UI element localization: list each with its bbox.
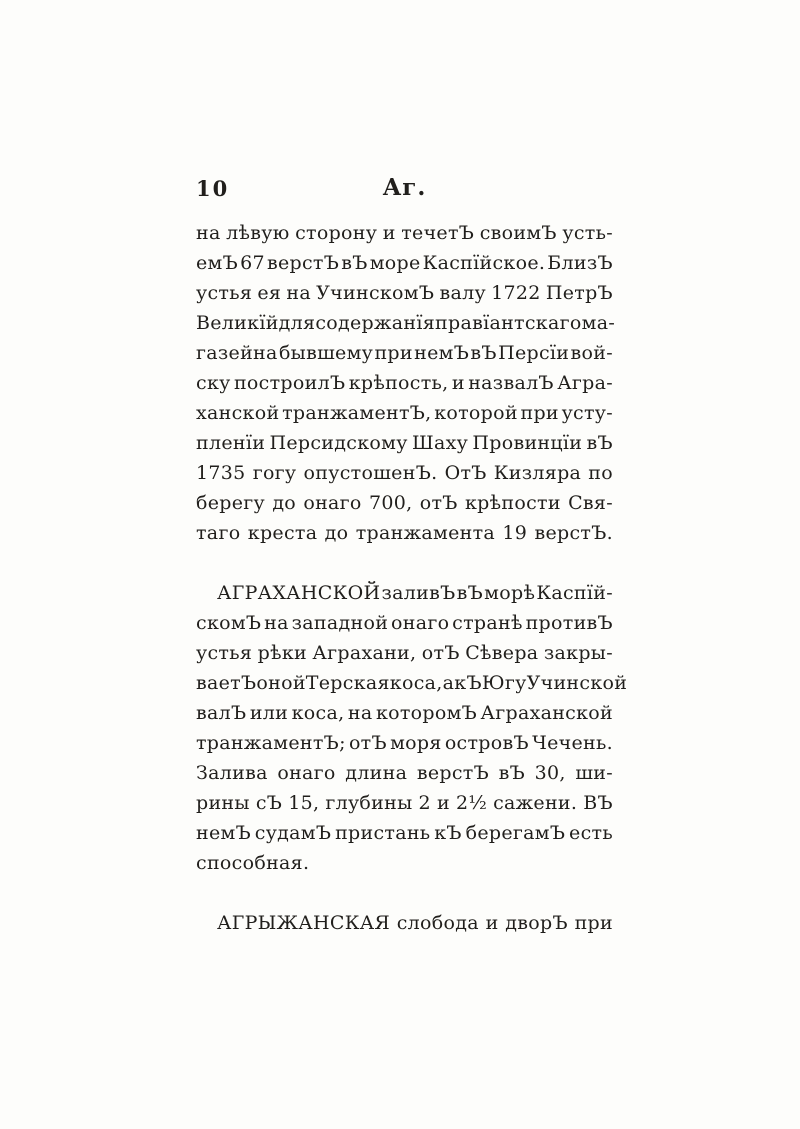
word: 2 xyxy=(418,792,431,814)
text-line xyxy=(196,218,613,248)
word: или xyxy=(249,702,289,724)
word: по xyxy=(588,462,613,484)
word: до xyxy=(272,492,297,514)
text-line xyxy=(196,758,613,788)
word: устья xyxy=(196,642,253,664)
word: Свя- xyxy=(568,492,613,514)
word: заливЪ xyxy=(381,582,456,604)
word: и xyxy=(382,222,396,244)
word: емЪ xyxy=(196,252,239,274)
word: вЪ xyxy=(470,342,497,364)
word: 67 xyxy=(240,252,265,274)
word: транжаментЪ, xyxy=(282,402,432,424)
word: пленїи xyxy=(196,432,266,454)
word: ОтЪ xyxy=(444,462,487,484)
word: немЪ xyxy=(196,822,251,844)
word: лѣвую xyxy=(226,222,290,244)
paragraph xyxy=(196,908,613,938)
word: АГРАХАНСКОЙ xyxy=(217,582,381,604)
word: берегамЪ xyxy=(465,822,566,844)
word: Кизляра xyxy=(493,462,582,484)
word: слобода xyxy=(396,912,479,934)
paragraph xyxy=(196,218,616,548)
word: рины xyxy=(196,792,250,814)
text-line xyxy=(196,578,613,608)
text-line xyxy=(196,638,613,668)
word: рѣки xyxy=(257,642,307,664)
word: ВЪ xyxy=(583,792,613,814)
word: немЪ xyxy=(414,342,470,364)
word: верстЪ xyxy=(266,252,340,274)
word: сЪ xyxy=(255,792,283,814)
word: транжаментЪ; xyxy=(196,732,346,754)
word: закры- xyxy=(543,642,613,664)
text-line xyxy=(196,668,628,698)
word: которой xyxy=(434,402,518,424)
word: на xyxy=(196,222,221,244)
word: кЪ xyxy=(454,672,482,694)
word: на xyxy=(347,702,373,724)
word: таго xyxy=(196,522,241,544)
text-line xyxy=(196,398,613,428)
word: которомЪ xyxy=(375,702,478,724)
word: транжамента xyxy=(355,522,496,544)
word: при xyxy=(574,912,613,934)
word: Учинской xyxy=(526,672,628,694)
word: длина xyxy=(345,762,408,784)
word: вой- xyxy=(570,342,613,364)
word: Провинцїи xyxy=(472,432,583,454)
text-line xyxy=(196,608,613,638)
word: Шаху xyxy=(411,432,469,454)
word: 19 xyxy=(502,522,528,544)
word: на xyxy=(264,612,289,634)
text-line xyxy=(196,368,613,398)
word: газейна xyxy=(196,342,278,364)
word: при xyxy=(520,402,559,424)
word: ши- xyxy=(575,762,613,784)
word: 1735 xyxy=(196,462,246,484)
word: Великїй xyxy=(196,312,279,334)
word: кЪ xyxy=(434,822,462,844)
text-line xyxy=(196,248,613,278)
word: коса, xyxy=(291,702,345,724)
word: онаго xyxy=(277,762,336,784)
text-line xyxy=(196,698,613,728)
word: 30, xyxy=(534,762,566,784)
text-line xyxy=(196,518,613,548)
word: и xyxy=(451,372,465,394)
word: 700, xyxy=(368,492,413,514)
word: судамЪ xyxy=(254,822,332,844)
word: валЪ xyxy=(196,702,247,724)
text-line xyxy=(196,848,613,878)
text-line xyxy=(196,818,613,848)
word: Залива xyxy=(196,762,268,784)
word: скомЪ xyxy=(196,612,262,634)
text-block xyxy=(196,218,628,938)
word: вЪ xyxy=(341,252,368,274)
word: опустошенЪ. xyxy=(303,462,438,484)
word: построилЪ xyxy=(233,372,346,394)
word: гогу xyxy=(252,462,297,484)
word: валу xyxy=(439,282,486,304)
word: для xyxy=(278,312,316,334)
word: назвалЪ xyxy=(468,372,554,394)
word: сажени. xyxy=(493,792,578,814)
word: ску xyxy=(196,372,231,394)
word: креста xyxy=(247,522,318,544)
word: бывшему xyxy=(278,342,374,364)
word: западной xyxy=(291,612,389,634)
word: БлизЪ xyxy=(547,252,613,274)
word: 1722 xyxy=(491,282,541,304)
text-line xyxy=(196,488,613,518)
word: ея xyxy=(257,282,282,304)
word: 2½ xyxy=(455,792,488,814)
word: верстЪ. xyxy=(534,522,613,544)
word: ПетрЪ xyxy=(545,282,613,304)
word: и xyxy=(436,792,450,814)
word: берегу xyxy=(196,492,266,514)
word: глубины xyxy=(325,792,413,814)
word: при xyxy=(374,342,413,364)
word: Югу xyxy=(481,672,527,694)
word: устья xyxy=(196,282,253,304)
word: усть- xyxy=(562,222,613,244)
word: Терская xyxy=(305,672,390,694)
page-header xyxy=(196,174,613,200)
word: верстЪ xyxy=(416,762,489,784)
word: Сѣвера xyxy=(465,642,539,664)
word: море xyxy=(369,252,421,274)
paragraph xyxy=(196,578,628,878)
text-line xyxy=(196,458,613,488)
word: отЪ xyxy=(421,642,460,664)
text-line xyxy=(196,428,613,458)
word: АГРЫЖАНСКАЯ xyxy=(217,912,391,934)
word: оной xyxy=(256,672,306,694)
word: ма- xyxy=(581,312,616,334)
word: отЪ xyxy=(419,492,458,514)
text-line xyxy=(196,338,613,368)
word: содержанїя xyxy=(315,312,436,334)
word: Персидскому xyxy=(269,432,408,454)
word: коса, xyxy=(389,672,443,694)
word: онаго xyxy=(303,492,362,514)
text-line xyxy=(196,278,613,308)
word: крѣпости xyxy=(464,492,561,514)
word: островЪ xyxy=(444,732,529,754)
word: пристань xyxy=(335,822,431,844)
word: Аграхани, xyxy=(312,642,417,664)
word: Агра- xyxy=(557,372,613,394)
word: способная. xyxy=(196,852,310,874)
word: а xyxy=(442,672,455,694)
word: 15, xyxy=(288,792,320,814)
word: дворЪ xyxy=(505,912,568,934)
word: и xyxy=(485,912,499,934)
word: вЪ xyxy=(498,762,525,784)
running-title: Аг. xyxy=(382,174,427,201)
word: до xyxy=(324,522,349,544)
word: крѣпость, xyxy=(348,372,449,394)
word: онаго xyxy=(391,612,450,634)
word: вЪ xyxy=(456,582,484,604)
word: вЪ xyxy=(586,432,613,454)
word: Каспїйское. xyxy=(422,252,546,274)
word: своимЪ xyxy=(479,222,557,244)
word: отЪ xyxy=(348,732,387,754)
word: УчинскомЪ xyxy=(316,282,435,304)
text-line xyxy=(196,908,613,938)
word: правїантскаго xyxy=(435,312,582,334)
word: Чечень. xyxy=(532,732,613,754)
word: странѣ xyxy=(452,612,523,634)
word: Каспїй- xyxy=(536,582,613,604)
word: ханской xyxy=(196,402,280,424)
word: есть xyxy=(569,822,613,844)
word: противЪ xyxy=(525,612,613,634)
text-line xyxy=(196,308,616,338)
page-number: 10 xyxy=(196,176,230,201)
word: морѣ xyxy=(484,582,536,604)
text-line xyxy=(196,788,613,818)
word: Персїи xyxy=(498,342,570,364)
word: течетЪ xyxy=(401,222,475,244)
word: усту- xyxy=(561,402,613,424)
word: ваетЪ xyxy=(196,672,257,694)
word: сторону xyxy=(295,222,378,244)
word: Аграханской xyxy=(480,702,613,724)
word: моря xyxy=(390,732,442,754)
text-line xyxy=(196,728,613,758)
word: на xyxy=(286,282,311,304)
